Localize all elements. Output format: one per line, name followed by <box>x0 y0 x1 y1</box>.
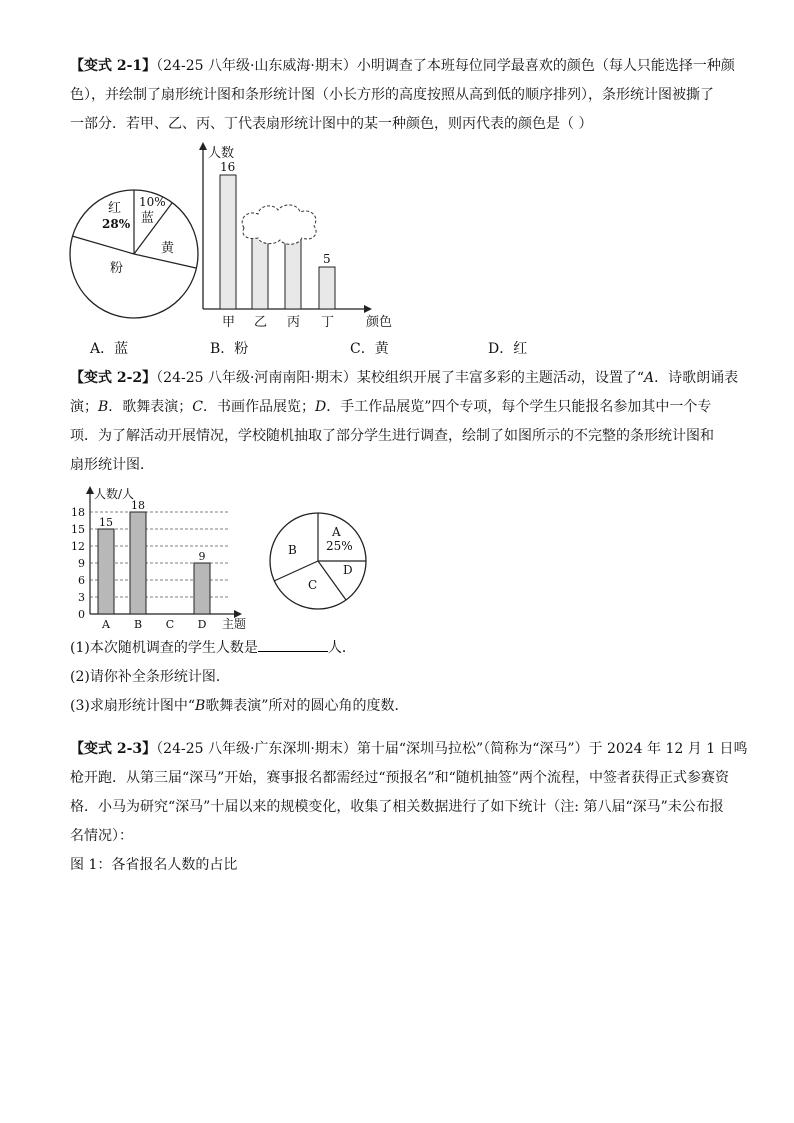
q3-line-4: 名情况）： <box>70 828 133 844</box>
q1-pie-chart <box>66 184 206 324</box>
q2-bar-value-label: 18 <box>131 499 145 512</box>
q2-bar-value-label: 15 <box>99 516 113 529</box>
q2-ytick-label: 3 <box>78 591 85 604</box>
q2-ytick-label: 6 <box>78 574 85 587</box>
q1-bar-jia <box>220 175 236 309</box>
q1-pie-label-blue: 蓝 <box>141 211 155 226</box>
q2-category-label: D <box>197 618 207 631</box>
q2-bar-chart <box>60 484 260 632</box>
q2-line-2: 演；B．歌舞表演；C．书画作品展览；D．手工作品展览”四个专项，每个学生只能报名参加其中一个专 <box>70 399 712 415</box>
q2-label: 【变式 2-2】 <box>70 370 157 386</box>
q2-sub1: (1)本次随机调查的学生人数是 人． <box>70 634 730 663</box>
q2-sub3: (3)求扇形统计图中“B歌舞表演”所对的圆心角的度数． <box>70 698 409 714</box>
q1-option-d[interactable]: D．红 <box>488 341 528 357</box>
q2-ytick-label: 12 <box>71 540 85 553</box>
q2-answer-blank[interactable] <box>258 637 328 652</box>
q2-pie-label-c: C <box>308 578 318 592</box>
q1-x-axis-arrow <box>364 305 372 313</box>
q2-pie-label-b: B <box>288 543 297 557</box>
q3-line-1: 【变式 2-3】（24-25 八年级·广东深圳·期末）第十届“深圳马拉松”（简称为“深马”）于 2024 年 12 月 1 日鸣 <box>70 741 748 757</box>
q1-y-axis-arrow <box>199 142 207 150</box>
q1-pie-label-pink: 粉 <box>110 261 124 276</box>
q1-torn-cloud <box>242 205 316 244</box>
q2-pie-chart <box>266 509 370 613</box>
q2-bar-d <box>194 563 210 614</box>
q2-bar-value-label: 9 <box>198 550 206 563</box>
q1-pie-label-red: 红 <box>108 201 122 216</box>
q2-category-label: C <box>165 618 175 631</box>
q2-ytick-label: 9 <box>78 557 85 570</box>
q2-x-axis-label: 主题 <box>222 617 247 631</box>
q2-subquestions <box>70 634 730 721</box>
q1-line-1: 【变式 2-1】（24-25 八年级·山东威海·期末）小明调查了本班每位同学最喜欢的颜色（每人只能选择一种颜 <box>70 58 735 74</box>
q2-ytick-label: 15 <box>71 523 85 536</box>
q2-line-3: 项．为了解活动开展情况，学校随机抽取了部分学生进行调查，绘制了如图所示的不完整的条形统计图和 <box>70 428 714 444</box>
q1-y-axis-label: 人数 <box>208 146 235 161</box>
q3-text <box>70 735 748 880</box>
q1-line-3: 一部分．若甲、乙、丙、丁代表扇形统计图中的某一种颜色，则丙代表的颜色是（ ） <box>70 116 593 132</box>
q2-sub2: (2)请你补全条形统计图． <box>70 669 230 685</box>
q3-fig-caption: 图 1：各省报名人数的占比 <box>70 857 238 873</box>
q1-option-b[interactable]: B．粉 <box>210 341 249 357</box>
q2-y-axis-label: 人数/人 <box>94 487 135 501</box>
q1-cat-jia: 甲 <box>222 315 236 330</box>
q2-ytick-label: 18 <box>71 506 85 519</box>
q3-line-2: 枪开跑．从第三届“深马”开始，赛事报名都需经过“预报名”和“随机抽签”两个流程，中签者获得正式参赛资 <box>70 770 729 786</box>
q1-bar-label-jia: 16 <box>220 160 236 174</box>
q2-category-label: B <box>133 618 143 631</box>
q1-pie-label-yellow: 黄 <box>161 241 175 256</box>
q1-option-a[interactable]: A．蓝 <box>90 341 129 357</box>
q2-pie-label-d: D <box>343 563 353 577</box>
q1-line-2: 色），并绘制了扇形统计图和条形统计图（小长方形的高度按照从高到低的顺序排列），条形统计图被撕了 <box>70 87 714 103</box>
q1-pie-pct-red: 28% <box>102 217 131 231</box>
q2-ytick-label: 0 <box>78 608 85 621</box>
q2-bar-a <box>98 529 114 614</box>
q2-line-4: 扇形统计图． <box>70 457 154 473</box>
q1-bar-ding <box>319 267 335 309</box>
q1-cat-ding: 丁 <box>321 315 335 330</box>
q1-bar-bing <box>285 240 301 309</box>
q1-bar-label-ding: 5 <box>323 252 331 266</box>
q1-bar-chart <box>188 140 408 335</box>
q1-text <box>70 52 735 139</box>
q2-line-1: 【变式 2-2】（24-25 八年级·河南南阳·期末）某校组织开展了丰富多彩的主题活动，设置了“A．诗歌朗诵表 <box>70 370 739 386</box>
q1-label: 【变式 2-1】 <box>70 58 157 74</box>
q2-y-axis-arrow <box>86 486 94 494</box>
q1-cat-yi: 乙 <box>254 315 268 330</box>
q3-line-3: 格．小马为研究“深马”十届以来的规模变化，收集了相关数据进行了如下统计（注: 第八届“深马”未公布报 <box>70 799 724 815</box>
q2-text <box>70 364 739 480</box>
q1-option-c[interactable]: C．黄 <box>350 341 389 357</box>
q1-x-axis-label: 颜色 <box>366 315 393 330</box>
q2-pie-pct-a: 25% <box>326 539 353 553</box>
q2-pie-label-a: A <box>332 525 341 539</box>
q2-bar-b <box>130 512 146 614</box>
q1-bar-yi <box>252 236 268 309</box>
q1-pie-pct-blue: 10% <box>139 195 166 209</box>
q3-label: 【变式 2-3】 <box>70 741 157 757</box>
q1-cat-bing: 丙 <box>287 315 301 330</box>
q2-category-label: A <box>102 618 110 631</box>
